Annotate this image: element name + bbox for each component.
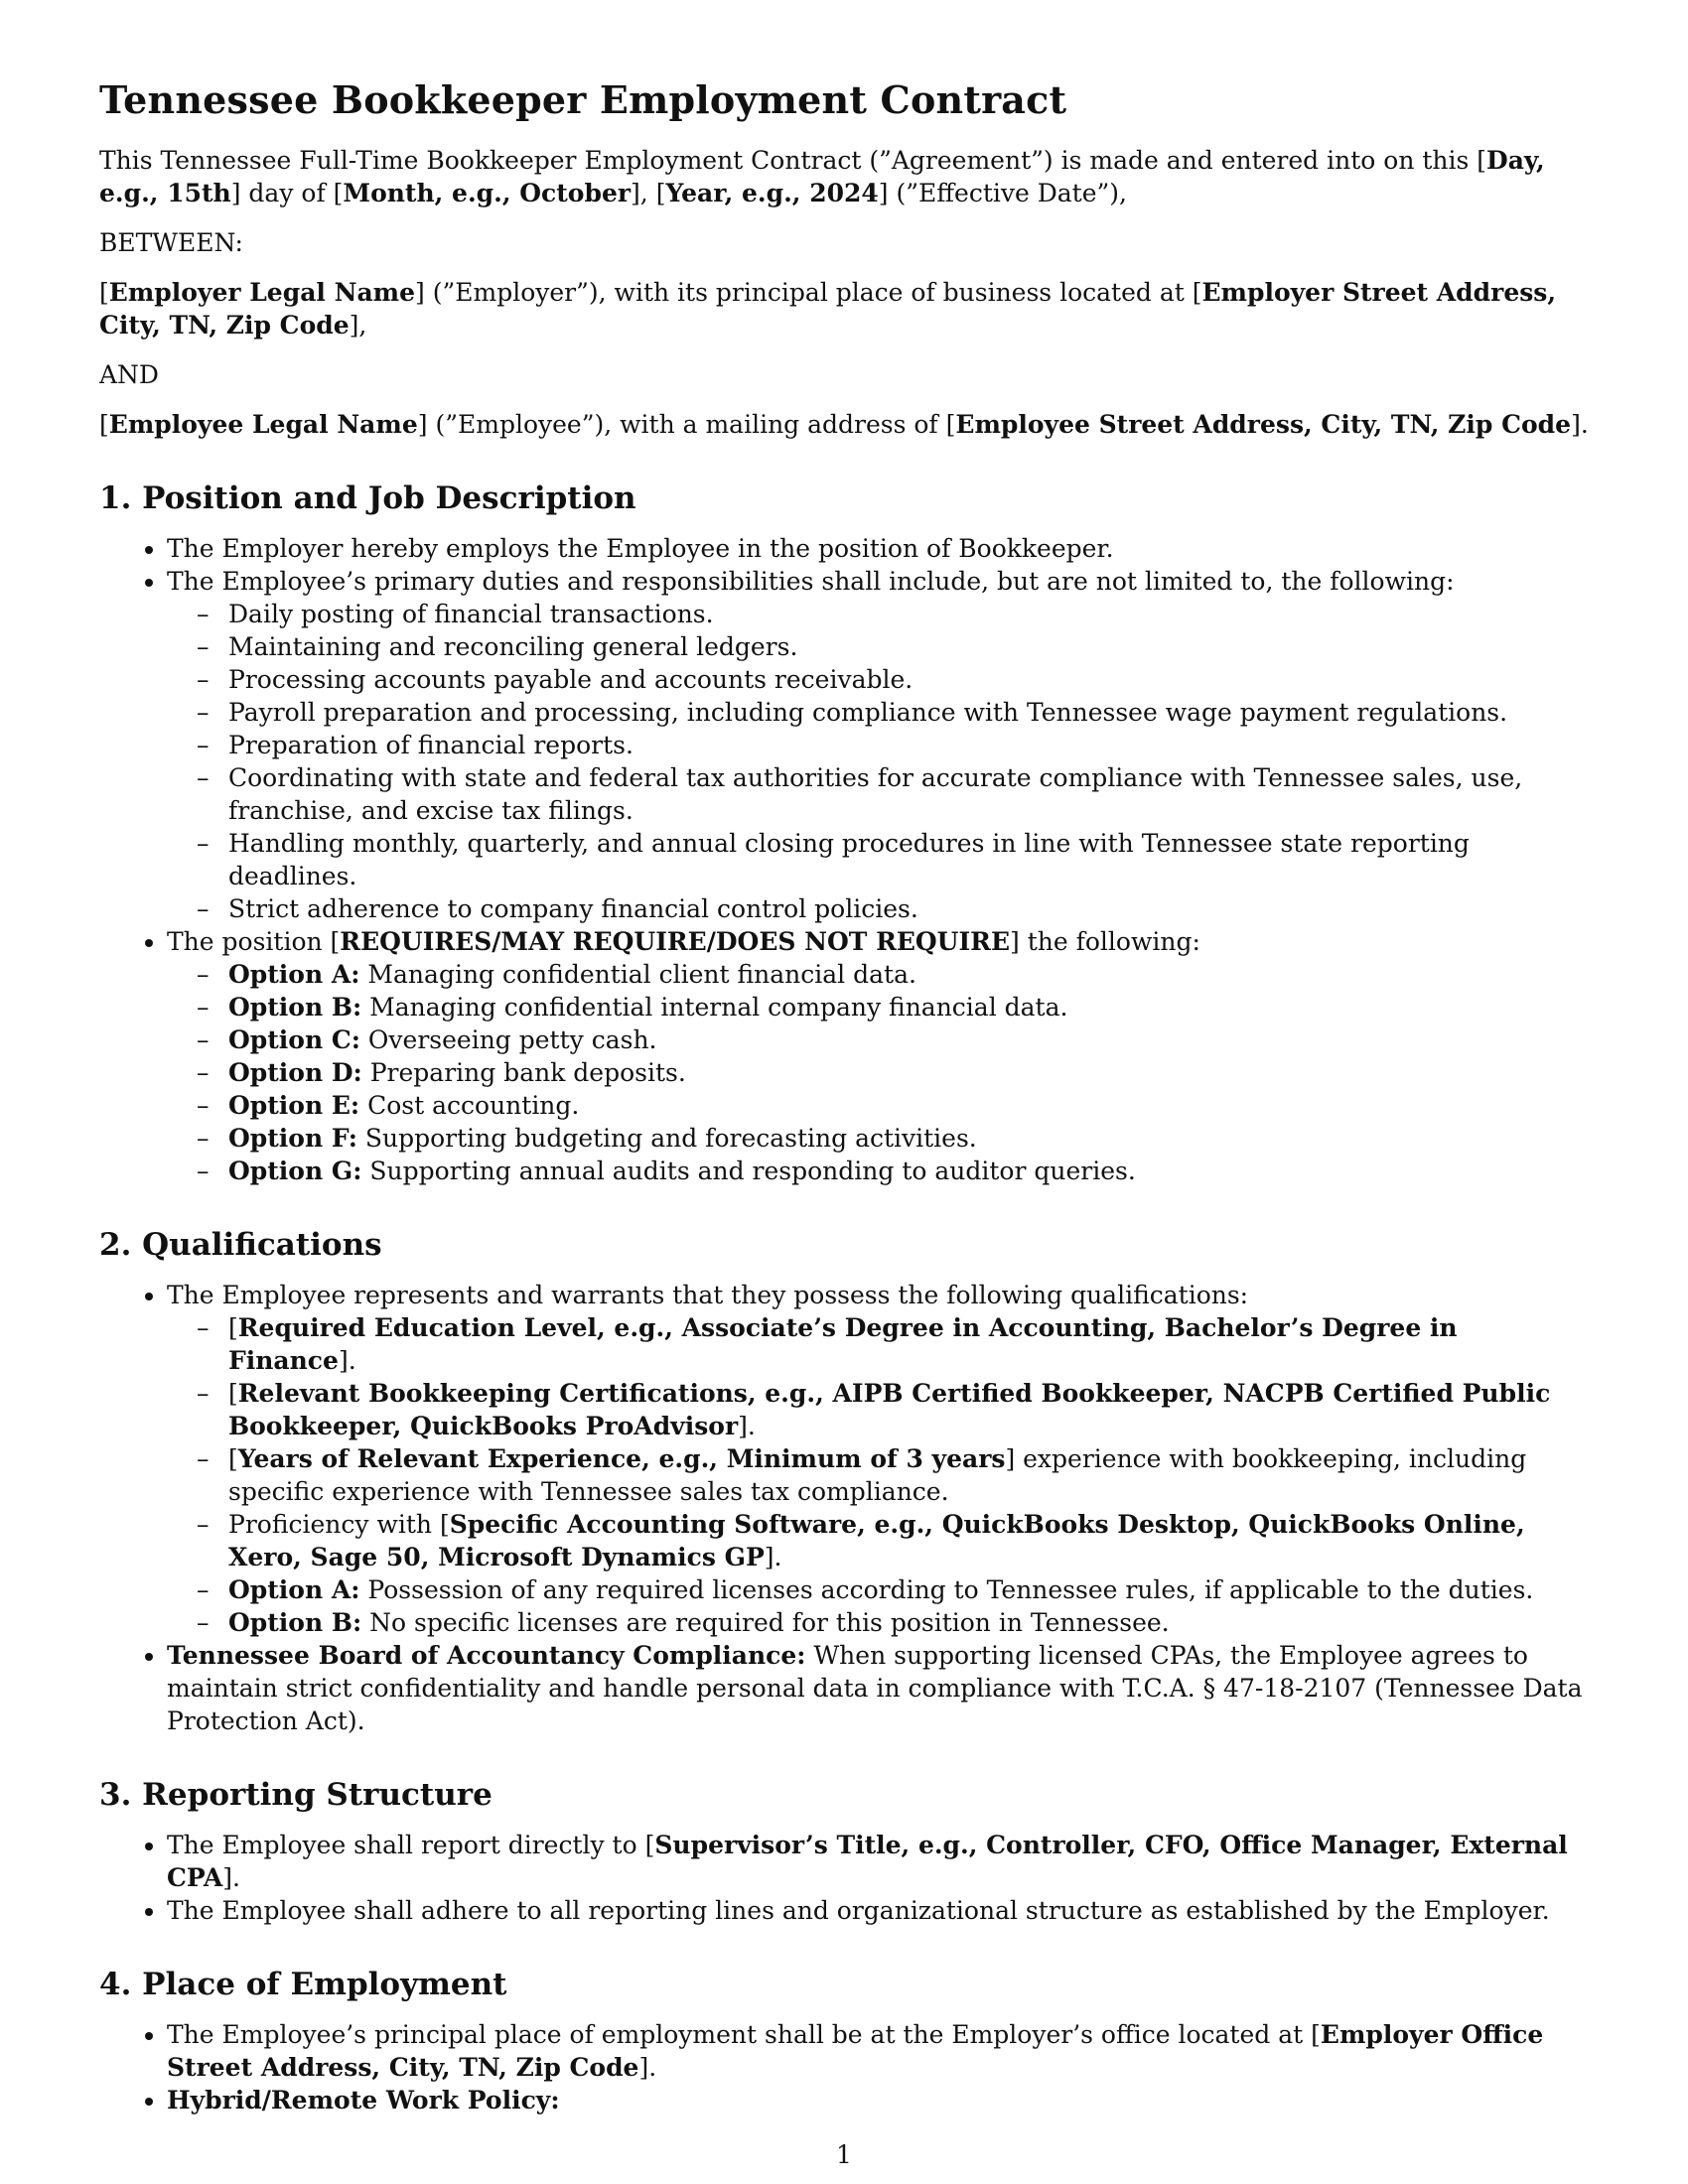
list-item: • The Employee shall adhere to all reporting lines and organizational structure as established by the Employer. <box>167 1894 1589 1927</box>
option-item <box>197 1089 1589 1122</box>
list-item-text: ]. <box>638 2053 657 2082</box>
section-4-heading: 4. Place of Employment <box>99 1967 507 2002</box>
page-number: 1 <box>836 2140 852 2169</box>
compliance-label: Tennessee Board of Accountancy Compliance: <box>167 1641 806 1670</box>
section-3-heading: 3. Reporting Structure <box>99 1777 492 1813</box>
list-item <box>167 1639 1589 1737</box>
list-item-text: ]. <box>222 1863 240 1892</box>
qualification-text: ]. <box>338 1346 356 1375</box>
employer-paragraph <box>99 276 1589 341</box>
remote-policy-label: Hybrid/Remote Work Policy: <box>167 2086 560 2115</box>
duty-item: – Processing accounts payable and accounts receivable. <box>197 663 1589 696</box>
month-placeholder: Month, e.g., October <box>343 179 632 207</box>
section-4-list <box>99 2018 1589 2116</box>
section-1-list <box>99 532 1589 1187</box>
option-label: Option C: <box>228 1025 360 1054</box>
qualification-item <box>197 1377 1589 1442</box>
bracket: [ <box>99 278 109 307</box>
option-text: Preparing bank deposits. <box>361 1058 686 1087</box>
list-item-text: When supporting licensed CPAs, the Employee agrees to maintain strict confidentiality and handle personal data in compliance with T.C.A. § 47-18-2107 (Tennessee Data Protection Act). <box>167 1641 1583 1735</box>
option-text: Overseeing petty cash. <box>359 1025 657 1054</box>
software-placeholder: Specific Accounting Software, e.g., QuickBooks Desktop, QuickBooks Online, Xero, Sage 50, Microsoft Dynamics GP <box>228 1510 1525 1571</box>
option-item <box>197 958 1589 991</box>
option-item <box>197 1573 1589 1606</box>
option-label: Option A: <box>228 960 360 989</box>
duty-item: – Handling monthly, quarterly, and annual closing procedures in line with Tennessee state reporting deadlines. <box>197 827 1589 892</box>
duty-item: – Maintaining and reconciling general ledgers. <box>197 630 1589 663</box>
list-item-text: The Employee’s principal place of employment shall be at the Employer’s office located at [ <box>167 2020 1321 2049</box>
option-item <box>197 1155 1589 1187</box>
option-text: Possession of any required licenses according to Tennessee rules, if applicable to the duties. <box>359 1575 1534 1604</box>
option-text: Managing confidential internal company financial data. <box>361 993 1068 1022</box>
day-placeholder: Day, e.g., 15th <box>99 146 1545 207</box>
option-item <box>197 1122 1589 1155</box>
employee-name-placeholder: Employee Legal Name <box>108 410 418 439</box>
list-item-text: The Employee shall report directly to [ <box>167 1831 655 1859</box>
duties-list <box>167 598 1589 925</box>
document-title: Tennessee Bookkeeper Employment Contract <box>99 77 1067 122</box>
options-list <box>167 958 1589 1187</box>
list-item-text: ] the following: <box>1010 927 1200 956</box>
qualification-text: [ <box>228 1379 238 1408</box>
bracket: ]. <box>1571 410 1589 439</box>
option-label: Option D: <box>228 1058 362 1087</box>
option-text: Supporting budgeting and forecasting activities. <box>356 1124 977 1153</box>
option-text: No specific licenses are required for this position in Tennessee. <box>361 1608 1170 1637</box>
qualification-item <box>197 1508 1589 1573</box>
option-text: Managing confidential client financial data. <box>359 960 916 989</box>
bracket: [ <box>99 410 109 439</box>
duty-item: – Preparation of financial reports. <box>197 729 1589 761</box>
certifications-placeholder: Relevant Bookkeeping Certifications, e.g., AIPB Certified Bookkeeper, NACPB Certified Public Bookkeeper, QuickBooks ProAdvisor <box>228 1379 1551 1440</box>
intro-text: ] day of [ <box>230 179 344 207</box>
between-label: BETWEEN: <box>99 228 243 257</box>
qualification-text: [ <box>228 1444 238 1473</box>
qualification-text: ] experience with bookkeeping, including specific experience with Tennessee sales tax compliance. <box>228 1444 1527 1506</box>
option-label: Option B: <box>228 1608 362 1637</box>
qualification-text: ]. <box>764 1543 782 1571</box>
experience-placeholder: Years of Relevant Experience, e.g., Minimum of 3 years <box>237 1444 1006 1473</box>
qualification-text: Proficiency with [ <box>228 1510 450 1539</box>
list-item-text: The Employee represents and warrants that they possess the following qualifications: <box>167 1281 1249 1309</box>
qualification-text: ]. <box>738 1412 756 1440</box>
employee-text: ] (”Employee”), with a mailing address of [ <box>417 410 956 439</box>
option-text: Supporting annual audits and responding to auditor queries. <box>361 1157 1136 1185</box>
employer-address-placeholder: Employer Street Address, City, TN, Zip Code <box>99 278 1557 340</box>
list-item <box>167 1829 1589 1894</box>
bracket: ], <box>349 311 367 340</box>
option-item <box>197 1606 1589 1639</box>
option-label: Option E: <box>228 1091 360 1120</box>
section-2-list <box>99 1279 1589 1737</box>
intro-text: This Tennessee Full-Time Bookkeeper Employment Contract (”Agreement”) is made and entered into on this [ <box>99 146 1487 175</box>
section-2-heading: 2. Qualifications <box>99 1227 382 1263</box>
option-text: Cost accounting. <box>359 1091 580 1120</box>
document-body <box>99 77 1589 2116</box>
office-address-placeholder: Employer Office Street Address, City, TN, Zip Code <box>167 2020 1544 2082</box>
intro-text: ], [ <box>631 179 666 207</box>
employee-address-placeholder: Employee Street Address, City, TN, Zip Code <box>955 410 1572 439</box>
qualification-text: [ <box>228 1313 238 1342</box>
employer-name-placeholder: Employer Legal Name <box>108 278 416 307</box>
list-item <box>167 2084 1589 2116</box>
qualifications-list <box>167 1311 1589 1639</box>
option-label: Option A: <box>228 1575 360 1604</box>
requirement-placeholder: REQUIRES/MAY REQUIRE/DOES NOT REQUIRE <box>340 927 1011 956</box>
intro-paragraph <box>99 144 1589 209</box>
option-item <box>197 1056 1589 1089</box>
section-1-heading: 1. Position and Job Description <box>99 480 636 516</box>
option-label: Option B: <box>228 993 362 1022</box>
option-label: Option F: <box>228 1124 357 1153</box>
list-item <box>167 925 1589 1187</box>
duty-item: – Strict adherence to company financial control policies. <box>197 892 1589 925</box>
duty-item: – Payroll preparation and processing, including compliance with Tennessee wage payment regulations. <box>197 696 1589 729</box>
supervisor-placeholder: Supervisor’s Title, e.g., Controller, CFO, Office Manager, External CPA <box>167 1831 1568 1892</box>
list-item-text: The position [ <box>167 927 341 956</box>
list-item: • The Employer hereby employs the Employee in the position of Bookkeeper. <box>167 532 1589 565</box>
and-label: AND <box>99 360 159 389</box>
list-item <box>167 565 1589 925</box>
intro-text: ] (”Effective Date”), <box>878 179 1128 207</box>
employer-text: ] (”Employer”), with its principal place of business located at [ <box>415 278 1202 307</box>
duty-item: – Coordinating with state and federal tax authorities for accurate compliance with Tennessee sales, use, franchise, and excise tax filings. <box>197 761 1589 827</box>
qualification-item <box>197 1442 1589 1508</box>
list-item <box>167 1279 1589 1639</box>
employee-paragraph <box>99 408 1589 441</box>
education-placeholder: Required Education Level, e.g., Associate’s Degree in Accounting, Bachelor’s Degree in Finance <box>228 1313 1458 1375</box>
qualification-item <box>197 1311 1589 1377</box>
year-placeholder: Year, e.g., 2024 <box>665 179 879 207</box>
option-label: Option G: <box>228 1157 362 1185</box>
option-item <box>197 991 1589 1024</box>
duty-item: – Daily posting of financial transactions. <box>197 598 1589 630</box>
list-item-text: The Employee’s primary duties and responsibilities shall include, but are not limited to, the following: <box>167 567 1455 596</box>
list-item <box>167 2018 1589 2084</box>
section-3-list <box>99 1829 1589 1927</box>
option-item <box>197 1024 1589 1056</box>
